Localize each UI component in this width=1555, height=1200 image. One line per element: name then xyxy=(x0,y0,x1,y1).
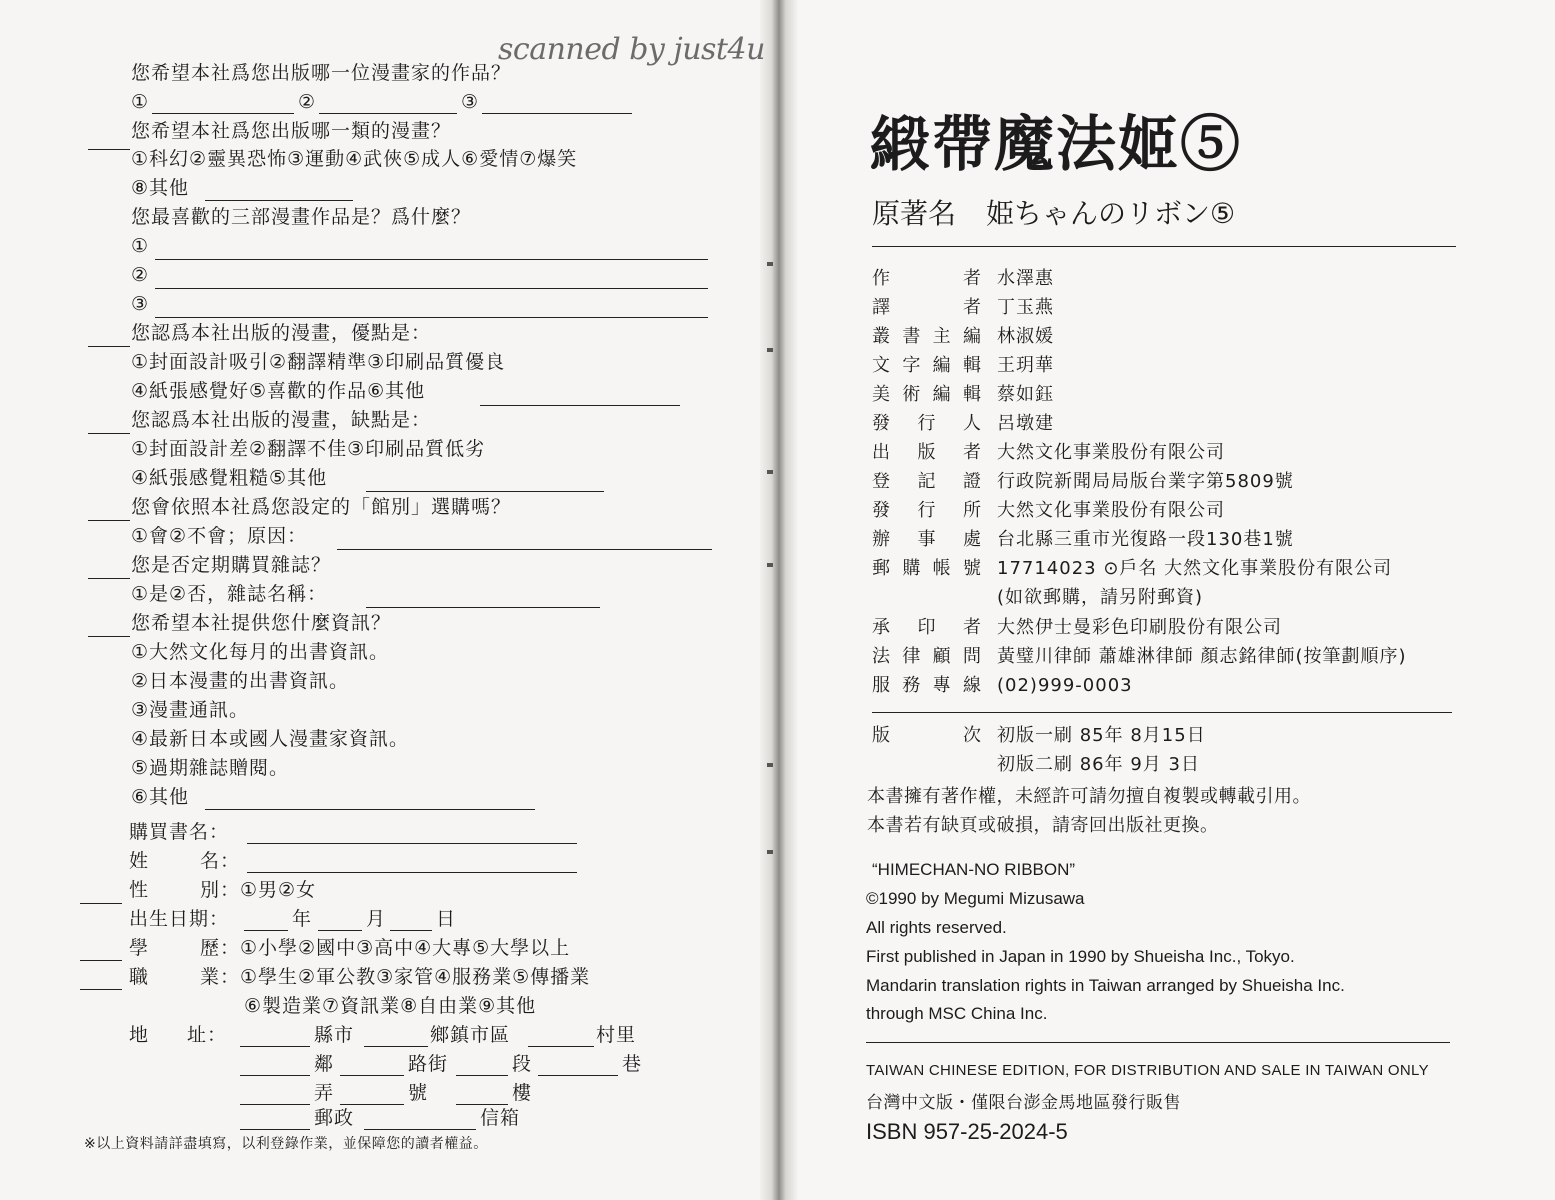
info-option-4: ④最新日本或國人漫畫家資訊。 xyxy=(131,728,410,750)
credit-value: 台北縣三重市光復路一段130巷1號 xyxy=(997,529,1294,550)
name-line[interactable] xyxy=(247,872,577,873)
artist-option-3: ③ xyxy=(461,91,480,113)
education-options: 歷：①小學②國中③高中④大專⑤大學以上 xyxy=(200,937,571,959)
works-answer-2-line[interactable] xyxy=(155,288,708,289)
magazine-options: ①是②否，雜誌名稱： xyxy=(131,583,328,605)
works-option-1: ① xyxy=(131,235,150,257)
birth-month-unit: 月 xyxy=(366,908,387,930)
question-favorite-works: 您最喜歡的三部漫畫作品是？爲什麼？ xyxy=(131,206,472,228)
book-name-line[interactable] xyxy=(247,843,577,844)
job-label-a: 職 xyxy=(129,966,150,988)
birth-label: 出生日期： xyxy=(129,908,230,930)
edition-1: 初版一刷 85年 8月15日 xyxy=(997,725,1206,746)
rights-notice-2: 本書若有缺頁或破損，請寄回出版社更換。 xyxy=(867,815,1219,836)
credit-value: 王玥華 xyxy=(997,355,1054,376)
credit-value: 水澤惠 xyxy=(997,268,1054,289)
birth-month-line[interactable] xyxy=(318,930,362,931)
credit-value: 大然文化事業股份有限公司 xyxy=(997,442,1225,463)
artist-answer-3-line[interactable] xyxy=(482,113,632,114)
book-title: 緞帶魔法姬⑤ xyxy=(870,110,1242,180)
survey-page xyxy=(0,0,775,1200)
sex-options: 別：①男②女 xyxy=(200,879,317,901)
credit-label: 登 記 證 xyxy=(872,471,982,492)
magazine-name-line[interactable] xyxy=(366,607,600,608)
address-alley-line[interactable] xyxy=(240,1104,310,1105)
address-mailbox-unit: 信箱 xyxy=(480,1107,521,1129)
original-title: 姫ちゃんのリボン⑤ xyxy=(986,197,1236,230)
address-city-line[interactable] xyxy=(240,1046,310,1047)
info-option-3: ③漫畫通訊。 xyxy=(131,699,250,721)
question-category-purchase: 您會依照本社爲您設定的「館別」選購嗎？ xyxy=(131,496,512,518)
taiwan-edition-english: TAIWAN CHINESE EDITION, FOR DISTRIBUTION AND SALE IN TAIWAN ONLY xyxy=(866,1062,1429,1079)
answer-mark-line[interactable] xyxy=(80,989,122,990)
credit-label: 文 字 編 輯 xyxy=(872,355,982,376)
credit-value: (如欲郵購，請另附郵資) xyxy=(997,587,1204,608)
job-options-b: ⑥製造業⑦資訊業⑧自由業⑨其他 xyxy=(244,995,537,1017)
info-other-line[interactable] xyxy=(205,809,535,810)
address-road-unit: 路街 xyxy=(408,1053,449,1075)
answer-mark-line[interactable] xyxy=(80,960,122,961)
birth-year-unit: 年 xyxy=(292,908,313,930)
name-label-a: 姓 xyxy=(129,850,150,872)
artist-answer-2-line[interactable] xyxy=(319,113,457,114)
credit-label: 郵 購 帳 號 xyxy=(872,558,982,579)
credit-label: 發 行 所 xyxy=(872,500,982,521)
address-neighbor-unit: 鄰 xyxy=(314,1053,335,1075)
name-label-b: 名： xyxy=(200,850,241,872)
weaknesses-options-a: ①封面設計差②翻譯不佳③印刷品質低劣 xyxy=(131,438,486,460)
question-info-wanted: 您希望本社提供您什麼資訊？ xyxy=(131,612,392,634)
english-title: “HIMECHAN-NO RIBBON” xyxy=(872,860,1076,879)
weaknesses-options-b: ④紙張感覺粗糙⑤其他 xyxy=(131,467,328,489)
address-postal-line[interactable] xyxy=(240,1129,310,1130)
answer-mark-line[interactable] xyxy=(88,433,130,434)
spine-mark xyxy=(767,850,773,854)
address-town-unit: 鄉鎮市區 xyxy=(430,1024,511,1046)
credit-value: 蔡如鈺 xyxy=(997,384,1054,405)
address-neighbor-line[interactable] xyxy=(240,1075,310,1076)
category-options: ①會②不會；原因： xyxy=(131,525,308,547)
question-strengths: 您認爲本社出版的漫畫，優點是： xyxy=(131,322,432,344)
address-label-a: 地 xyxy=(129,1024,150,1046)
works-answer-1-line[interactable] xyxy=(155,259,708,260)
strengths-options-a: ①封面設計吸引②翻譯精準③印刷品質優良 xyxy=(131,351,506,373)
strengths-other-line[interactable] xyxy=(480,405,680,406)
address-lane-unit: 巷 xyxy=(622,1053,643,1075)
answer-mark-line[interactable] xyxy=(88,149,130,150)
credit-label: 法 律 顧 問 xyxy=(872,646,982,667)
translation-rights-1: Mandarin translation rights in Taiwan arranged by Shueisha Inc. xyxy=(866,976,1345,995)
sex-label-a: 性 xyxy=(129,879,150,901)
address-floor-unit: 樓 xyxy=(512,1082,533,1104)
address-town-line[interactable] xyxy=(364,1046,428,1047)
credit-label: 服 務 專 線 xyxy=(872,675,982,696)
education-label-a: 學 xyxy=(129,937,150,959)
question-magazine: 您是否定期購買雜誌？ xyxy=(131,554,332,576)
answer-mark-line[interactable] xyxy=(80,903,122,904)
first-published: First published in Japan in 1990 by Shueisha Inc., Tokyo. xyxy=(866,947,1295,966)
birth-day-unit: 日 xyxy=(436,908,457,930)
original-title-row xyxy=(872,192,1235,232)
answer-mark-line[interactable] xyxy=(88,520,130,521)
copyright-line: ©1990 by Megumi Mizusawa xyxy=(866,889,1085,908)
info-option-5: ⑤過期雜誌贈閱。 xyxy=(131,757,290,779)
answer-mark-line[interactable] xyxy=(88,636,130,637)
spine-mark xyxy=(767,348,773,352)
address-village-line[interactable] xyxy=(528,1046,594,1047)
credit-label: 譯 者 xyxy=(872,297,982,318)
address-city-unit: 縣市 xyxy=(314,1024,355,1046)
credit-label: 出 版 者 xyxy=(872,442,982,463)
edition-label: 版 次 xyxy=(872,725,982,746)
address-label-b: 址： xyxy=(187,1024,228,1046)
address-section-line[interactable] xyxy=(456,1075,508,1076)
question-manga-genre: 您希望本社爲您出版哪一類的漫畫？ xyxy=(131,120,452,142)
weaknesses-other-line[interactable] xyxy=(366,491,604,492)
artist-option-2: ② xyxy=(298,91,317,113)
translation-rights-2: through MSC China Inc. xyxy=(866,1004,1048,1023)
address-number-unit: 號 xyxy=(408,1082,429,1104)
credit-value: 大然伊士曼彩色印刷股份有限公司 xyxy=(997,617,1282,638)
address-lane-line[interactable] xyxy=(538,1075,618,1076)
credit-value: 黃璧川律師 蕭雄淋律師 顏志銘律師(按筆劃順序) xyxy=(997,646,1407,667)
spine-mark xyxy=(767,470,773,474)
spine-mark xyxy=(767,262,773,266)
genre-other-line[interactable] xyxy=(205,200,353,201)
address-postal-unit: 郵政 xyxy=(314,1107,355,1129)
spine-mark xyxy=(767,563,773,567)
info-option-6: ⑥其他 xyxy=(131,786,190,808)
address-alley-unit: 弄 xyxy=(314,1082,335,1104)
taiwan-edition-chinese: 台灣中文版・僅限台澎金馬地區發行販售 xyxy=(866,1093,1181,1113)
credit-value: 17714023 ⊙戶名 大然文化事業股份有限公司 xyxy=(997,558,1393,579)
credit-label: 辦 事 處 xyxy=(872,529,982,550)
all-rights-reserved: All rights reserved. xyxy=(866,918,1007,937)
credit-label: 發 行 人 xyxy=(872,413,982,434)
answer-mark-line[interactable] xyxy=(88,578,130,579)
rights-notice-1: 本書擁有著作權，未經許可請勿擅自複製或轉載引用。 xyxy=(867,786,1311,807)
question-favorite-artist: 您希望本社爲您出版哪一位漫畫家的作品？ xyxy=(131,62,512,84)
category-reason-line[interactable] xyxy=(337,549,712,550)
genre-options: ①科幻②靈異恐怖③運動④武俠⑤成人⑥愛情⑦爆笑 xyxy=(131,148,578,170)
spine-mark xyxy=(767,763,773,767)
birth-year-line[interactable] xyxy=(244,930,288,931)
works-answer-3-line[interactable] xyxy=(155,317,708,318)
credit-value: 行政院新聞局局版台業字第5809號 xyxy=(997,471,1294,492)
divider xyxy=(872,712,1452,713)
footnote: ※以上資料請詳盡填寫，以利登錄作業，並保障您的讀者權益。 xyxy=(84,1136,488,1152)
answer-mark-line[interactable] xyxy=(88,346,130,347)
credit-label: 承 印 者 xyxy=(872,617,982,638)
address-village-unit: 村里 xyxy=(596,1024,637,1046)
info-option-2: ②日本漫畫的出書資訊。 xyxy=(131,670,350,692)
watermark-text: scanned by just4u xyxy=(498,32,765,67)
works-option-3: ③ xyxy=(131,293,150,315)
address-floor-line[interactable] xyxy=(456,1104,508,1105)
job-options-a: 業：①學生②軍公教③家管④服務業⑤傳播業 xyxy=(200,966,591,988)
credit-label: 叢 書 主 編 xyxy=(872,326,982,347)
divider xyxy=(866,1042,1450,1043)
birth-day-line[interactable] xyxy=(390,930,432,931)
credit-value: 大然文化事業股份有限公司 xyxy=(997,500,1225,521)
info-option-1: ①大然文化每月的出書資訊。 xyxy=(131,641,390,663)
address-section-unit: 段 xyxy=(512,1053,533,1075)
credit-value: (02)999-0003 xyxy=(997,675,1133,696)
credit-value: 丁玉燕 xyxy=(997,297,1054,318)
credit-label: 作 者 xyxy=(872,268,982,289)
strengths-options-b: ④紙張感覺好⑤喜歡的作品⑥其他 xyxy=(131,380,426,402)
address-mailbox-line[interactable] xyxy=(364,1129,476,1130)
artist-option-1: ① xyxy=(131,91,150,113)
address-road-line[interactable] xyxy=(340,1075,404,1076)
artist-answer-1-line[interactable] xyxy=(152,113,294,114)
book-name-label: 購買書名： xyxy=(129,821,230,843)
credit-label: 美 術 編 輯 xyxy=(872,384,982,405)
edition-2: 初版二刷 86年 9月 3日 xyxy=(997,754,1200,775)
question-weaknesses: 您認爲本社出版的漫畫，缺點是： xyxy=(131,409,432,431)
isbn: ISBN 957-25-2024-5 xyxy=(866,1119,1068,1144)
works-option-2: ② xyxy=(131,264,150,286)
book-spine xyxy=(760,0,798,1200)
credit-value: 呂墩建 xyxy=(997,413,1054,434)
divider xyxy=(872,246,1456,247)
address-number-line[interactable] xyxy=(340,1104,404,1105)
credit-value: 林淑媛 xyxy=(997,326,1054,347)
original-title-label: 原著名 xyxy=(872,197,957,230)
genre-other: ⑧其他 xyxy=(131,177,190,199)
